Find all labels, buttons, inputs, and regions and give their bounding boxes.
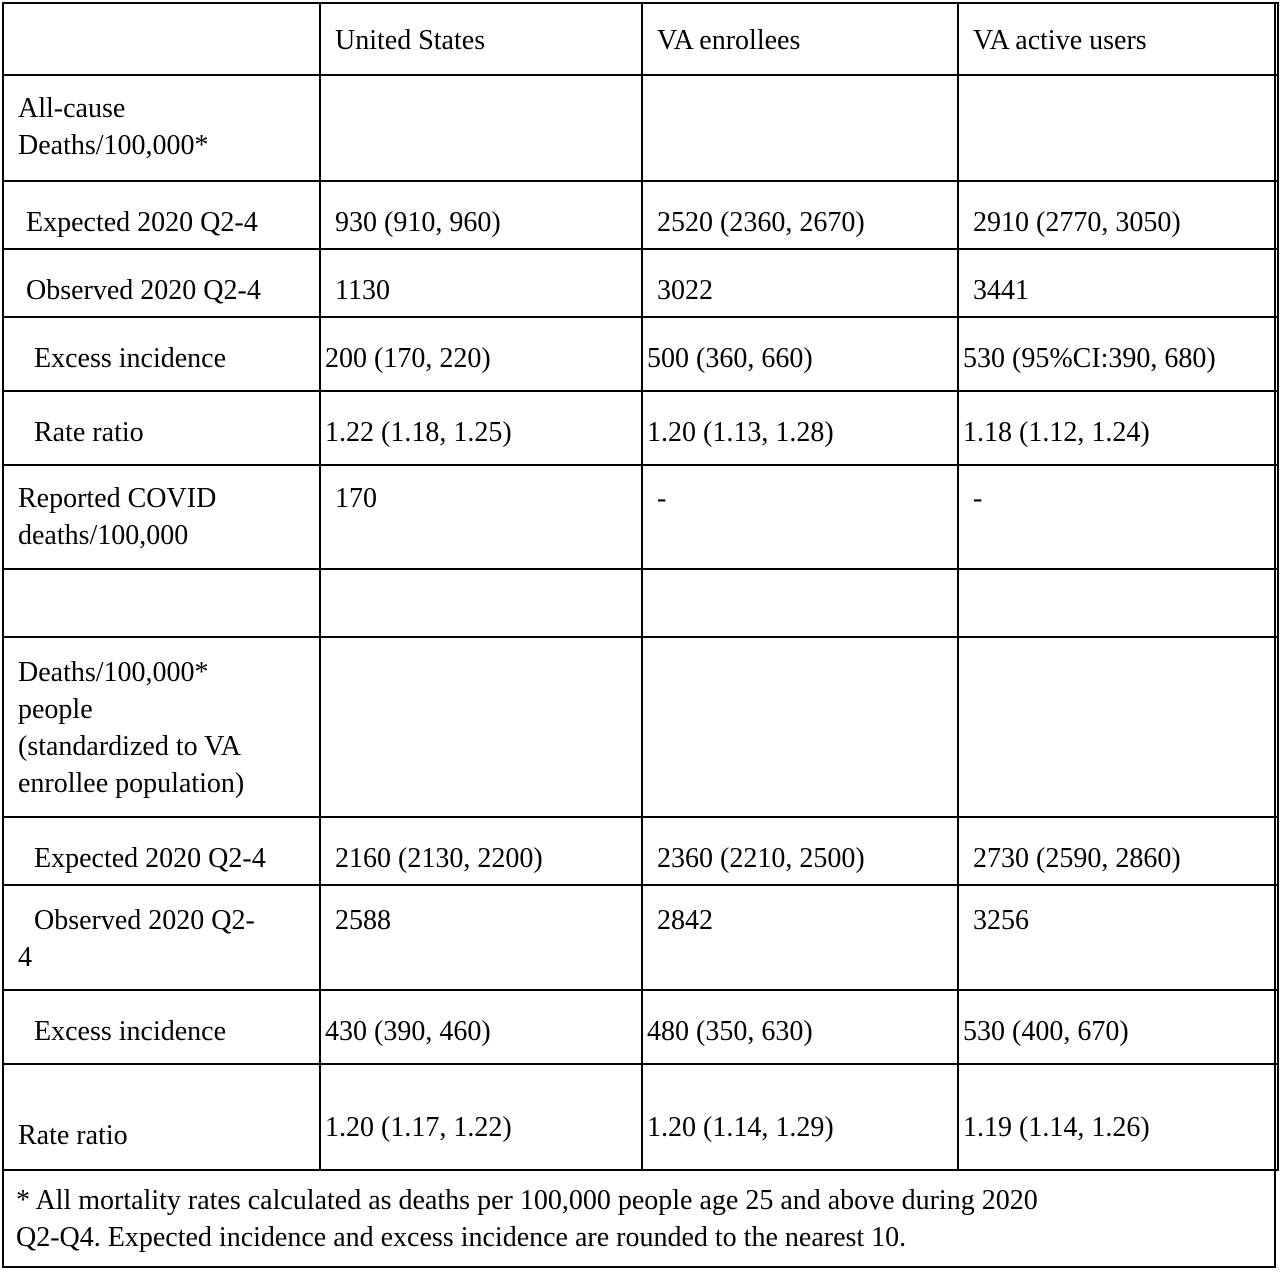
table-row — [3, 317, 1278, 391]
table-row — [3, 465, 1278, 569]
section1-label: All-cause Deaths/100,000* — [3, 75, 320, 181]
value-va-active-users: 2730 (2590, 2860) — [958, 817, 1278, 885]
row-label: Observed 2020 Q2-4 — [3, 249, 320, 317]
header-cell-us: United States — [320, 3, 642, 75]
row-label: Observed 2020 Q2- 4 — [3, 885, 320, 990]
value-us: 2588 — [320, 885, 642, 990]
value-va-enrollees: 3022 — [642, 249, 958, 317]
mortality-table — [2, 2, 1279, 1171]
empty-cell — [958, 569, 1278, 637]
value-va-active-users: 530 (400, 670) — [958, 990, 1278, 1064]
table-row — [3, 391, 1278, 465]
value-va-enrollees: 2360 (2210, 2500) — [642, 817, 958, 885]
empty-cell — [320, 569, 642, 637]
empty-cell — [642, 75, 958, 181]
value-us: 1130 — [320, 249, 642, 317]
table-row — [3, 990, 1278, 1064]
value-va-active-users: 3441 — [958, 249, 1278, 317]
value-va-active-users: 1.18 (1.12, 1.24) — [958, 391, 1278, 465]
section2-label: Deaths/100,000* people (standardized to VA enrollee population) — [3, 637, 320, 817]
row-label: Rate ratio — [3, 391, 320, 465]
empty-cell — [642, 569, 958, 637]
table-row — [3, 181, 1278, 249]
value-va-active-users: 530 (95%CI:390, 680) — [958, 317, 1278, 391]
table-header-row — [3, 3, 1278, 75]
empty-cell — [958, 637, 1278, 817]
value-va-active-users: 2910 (2770, 3050) — [958, 181, 1278, 249]
value-va-enrollees: 1.20 (1.14, 1.29) — [642, 1064, 958, 1170]
row-label: Expected 2020 Q2-4 — [3, 181, 320, 249]
row-label: Rate ratio — [3, 1064, 320, 1170]
header-cell-va-enrollees: VA enrollees — [642, 3, 958, 75]
row-label: Expected 2020 Q2-4 — [3, 817, 320, 885]
value-va-active-users: 3256 — [958, 885, 1278, 990]
header-cell-va-active-users: VA active users — [958, 3, 1278, 75]
value-va-active-users: - — [958, 465, 1278, 569]
table-row — [3, 817, 1278, 885]
table-footnote: * All mortality rates calculated as deaths per 100,000 people age 25 and above during 2020 Q2-Q4. Expected incidence and excess incidence are rounded to the nearest 10. — [16, 1185, 1038, 1253]
value-us: 170 — [320, 465, 642, 569]
value-us: 1.20 (1.17, 1.22) — [320, 1064, 642, 1170]
value-va-enrollees: 2842 — [642, 885, 958, 990]
value-us: 1.22 (1.18, 1.25) — [320, 391, 642, 465]
value-us: 2160 (2130, 2200) — [320, 817, 642, 885]
row-label: Reported COVID deaths/100,000 — [3, 465, 320, 569]
empty-cell — [320, 75, 642, 181]
value-us: 200 (170, 220) — [320, 317, 642, 391]
row-label: Excess incidence — [3, 317, 320, 391]
value-us: 930 (910, 960) — [320, 181, 642, 249]
table-row — [3, 885, 1278, 990]
value-va-enrollees: 480 (350, 630) — [642, 990, 958, 1064]
empty-cell — [3, 569, 320, 637]
section-header-row — [3, 75, 1278, 181]
empty-cell — [320, 637, 642, 817]
value-va-enrollees: 1.20 (1.13, 1.28) — [642, 391, 958, 465]
value-va-enrollees: 500 (360, 660) — [642, 317, 958, 391]
table-row — [3, 249, 1278, 317]
value-va-enrollees: - — [642, 465, 958, 569]
value-us: 430 (390, 460) — [320, 990, 642, 1064]
value-va-enrollees: 2520 (2360, 2670) — [642, 181, 958, 249]
value-va-active-users: 1.19 (1.14, 1.26) — [958, 1064, 1278, 1170]
row-label: Excess incidence — [3, 990, 320, 1064]
empty-cell — [958, 75, 1278, 181]
spacer-row — [3, 569, 1278, 637]
section-header-row — [3, 637, 1278, 817]
table-row — [3, 1064, 1278, 1170]
header-cell-empty — [3, 3, 320, 75]
empty-cell — [642, 637, 958, 817]
